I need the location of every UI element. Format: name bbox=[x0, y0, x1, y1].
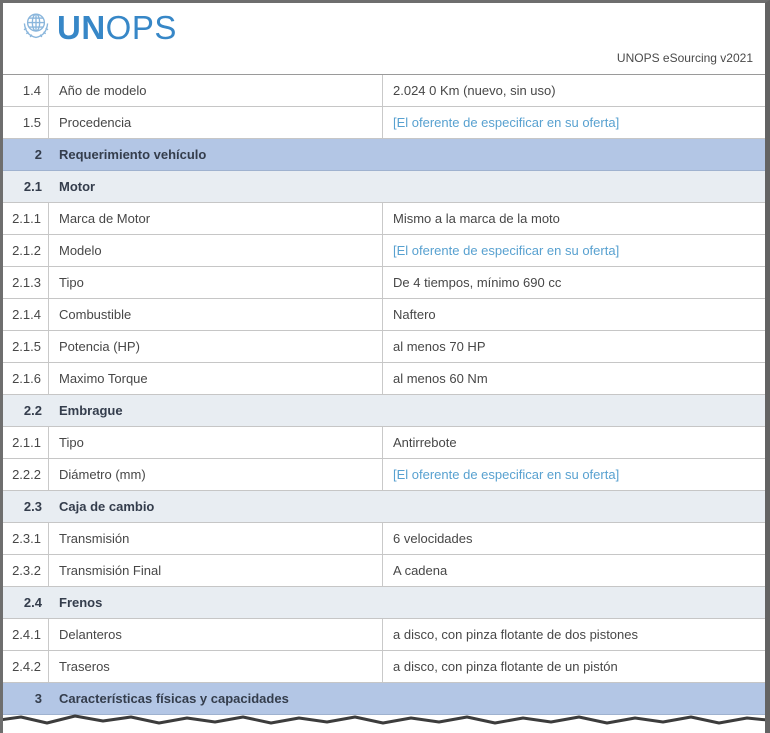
row-value: A cadena bbox=[393, 563, 448, 578]
row-value: Mismo a la marca de la moto bbox=[393, 211, 560, 226]
row-label: Procedencia bbox=[49, 107, 383, 138]
row-value: De 4 tiempos, mínimo 690 cc bbox=[393, 275, 562, 290]
table-row bbox=[3, 267, 765, 299]
subsection-row bbox=[3, 491, 765, 523]
esourcing-version-label: UNOPS eSourcing v2021 bbox=[616, 51, 753, 65]
subsection-row bbox=[3, 587, 765, 619]
row-number: 2.2 bbox=[23, 403, 42, 418]
row-number: 2.1.5 bbox=[3, 331, 49, 362]
section-row bbox=[3, 139, 765, 171]
row-label: Tipo bbox=[49, 427, 383, 458]
row-label: Características físicas y capacidades bbox=[59, 691, 289, 706]
row-label: Caja de cambio bbox=[59, 499, 155, 514]
row-number: 2.1.4 bbox=[3, 299, 49, 330]
table-row bbox=[3, 459, 765, 491]
subsection-row bbox=[3, 171, 765, 203]
row-number: 2.1.2 bbox=[3, 235, 49, 266]
spec-table bbox=[3, 74, 765, 715]
row-label: Embrague bbox=[59, 403, 123, 418]
table-row bbox=[3, 619, 765, 651]
row-number: 2.1.1 bbox=[3, 203, 49, 234]
row-value: [El oferente de especificar en su oferta] bbox=[393, 467, 620, 482]
row-label: Frenos bbox=[59, 595, 103, 610]
row-label: Combustible bbox=[49, 299, 383, 330]
row-number: 2 bbox=[34, 147, 42, 162]
row-number: 2.3.2 bbox=[3, 555, 49, 586]
row-label: Transmisión bbox=[49, 523, 383, 554]
row-label: Transmisión Final bbox=[49, 555, 383, 586]
row-label: Traseros bbox=[49, 651, 383, 682]
table-row bbox=[3, 235, 765, 267]
row-number: 2.3.1 bbox=[3, 523, 49, 554]
row-value: a disco, con pinza flotante de un pistón bbox=[393, 659, 618, 674]
table-row bbox=[3, 299, 765, 331]
document-header bbox=[3, 3, 765, 74]
table-row bbox=[3, 651, 765, 683]
table-row bbox=[3, 203, 765, 235]
row-label: Año de modelo bbox=[49, 75, 383, 106]
row-number: 2.4.1 bbox=[3, 619, 49, 650]
row-value: [El oferente de especificar en su oferta] bbox=[393, 115, 620, 130]
row-label: Diámetro (mm) bbox=[49, 459, 383, 490]
row-label: Requerimiento vehículo bbox=[59, 147, 207, 162]
row-value: a disco, con pinza flotante de dos pistones bbox=[393, 627, 638, 642]
row-value: al menos 70 HP bbox=[393, 339, 486, 354]
row-label: Potencia (HP) bbox=[49, 331, 383, 362]
row-label: Motor bbox=[59, 179, 96, 194]
table-row bbox=[3, 523, 765, 555]
table-row bbox=[3, 555, 765, 587]
row-number: 2.2.2 bbox=[3, 459, 49, 490]
row-value: 6 velocidades bbox=[393, 531, 473, 546]
row-number: 2.1.6 bbox=[3, 363, 49, 394]
unops-logo bbox=[20, 9, 177, 46]
row-label: Delanteros bbox=[49, 619, 383, 650]
row-number: 2.1.3 bbox=[3, 267, 49, 298]
row-label: Maximo Torque bbox=[49, 363, 383, 394]
row-value: [El oferente de especificar en su oferta] bbox=[393, 243, 620, 258]
row-number: 2.4 bbox=[23, 595, 42, 610]
row-number: 2.1 bbox=[23, 179, 42, 194]
row-number: 1.4 bbox=[3, 75, 49, 106]
row-label: Tipo bbox=[49, 267, 383, 298]
table-row bbox=[3, 331, 765, 363]
row-label: Modelo bbox=[49, 235, 383, 266]
logo-text-un: UN bbox=[57, 9, 106, 46]
row-value: Antirrebote bbox=[393, 435, 457, 450]
table-row bbox=[3, 427, 765, 459]
row-value: 2.024 0 Km (nuevo, sin uso) bbox=[393, 83, 556, 98]
table-row bbox=[3, 107, 765, 139]
row-number: 2.3 bbox=[23, 499, 42, 514]
row-number: 1.5 bbox=[3, 107, 49, 138]
un-emblem-icon bbox=[20, 9, 52, 46]
row-label: Marca de Motor bbox=[49, 203, 383, 234]
section-row bbox=[3, 683, 765, 715]
row-value: al menos 60 Nm bbox=[393, 371, 488, 386]
logo-text-ops: OPS bbox=[105, 9, 177, 46]
subsection-row bbox=[3, 395, 765, 427]
row-value: Naftero bbox=[393, 307, 436, 322]
logo-wordmark bbox=[57, 11, 177, 44]
table-row bbox=[3, 363, 765, 395]
table-row bbox=[3, 75, 765, 107]
row-number: 3 bbox=[34, 691, 42, 706]
row-number: 2.4.2 bbox=[3, 651, 49, 682]
row-number: 2.1.1 bbox=[3, 427, 49, 458]
